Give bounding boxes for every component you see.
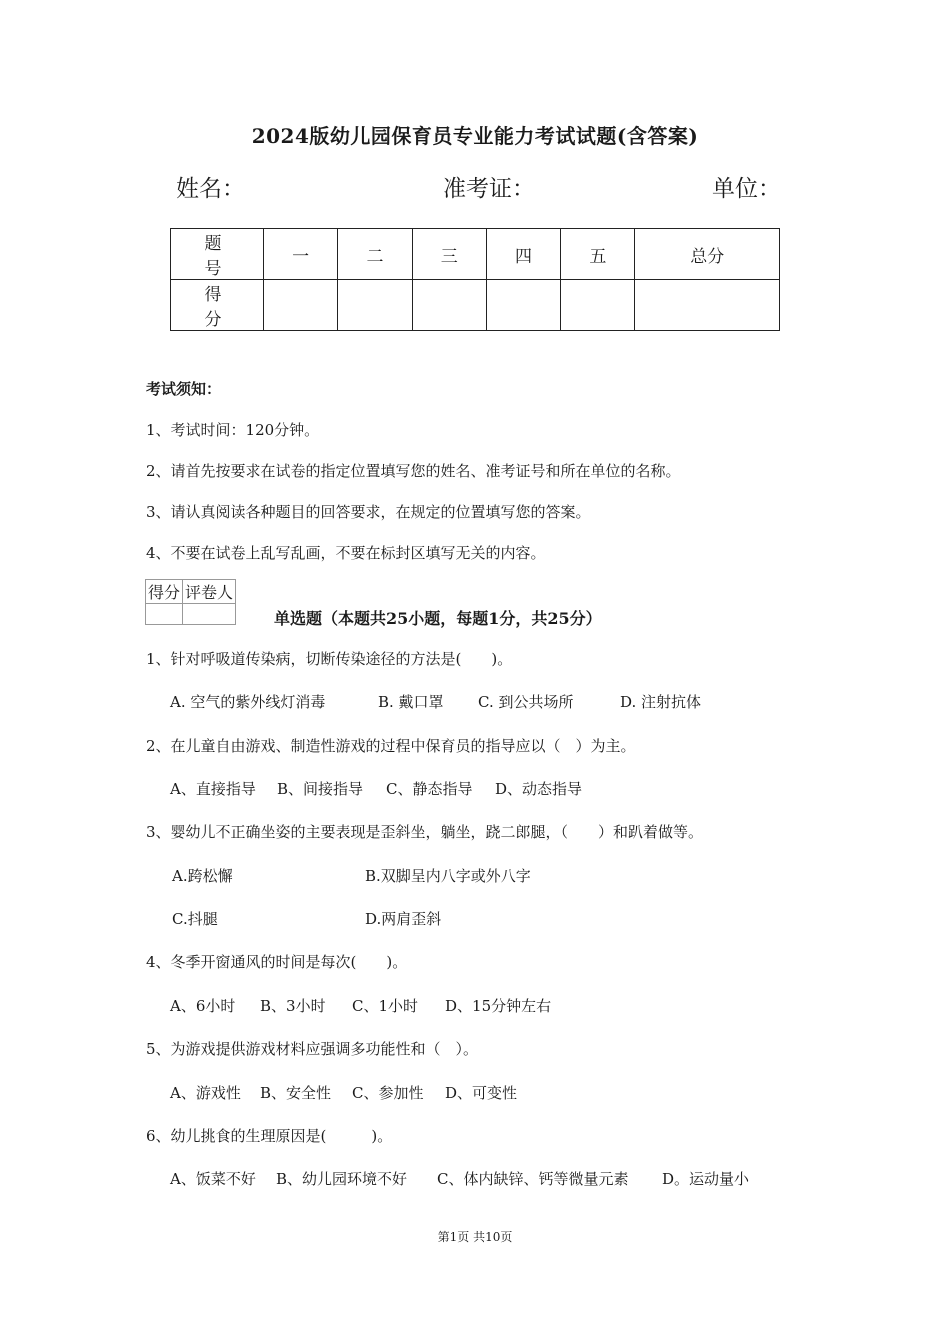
header-cell-1: 一 — [264, 229, 338, 280]
question-option[interactable]: C、静态指导 — [386, 780, 473, 798]
question-stem: 6、幼儿挑食的生理原因是( )。 — [146, 1127, 393, 1145]
question-option[interactable]: C、体内缺锌、钙等微量元素 — [437, 1170, 629, 1188]
question-option[interactable]: A、饭菜不好 — [170, 1170, 256, 1188]
question-option[interactable]: B、间接指导 — [277, 780, 364, 798]
notes-heading: 考试须知： — [146, 380, 222, 398]
question-option[interactable]: D、15分钟左右 — [445, 997, 552, 1015]
question-option[interactable]: A、6小时 — [170, 997, 236, 1015]
question-option[interactable]: B. 戴口罩 — [378, 693, 444, 711]
question-option[interactable]: B.双脚呈内八字或外八字 — [365, 867, 531, 885]
note-item: 3、请认真阅读各种题目的回答要求，在规定的位置填写您的答案。 — [146, 503, 591, 521]
score-table-score-row — [171, 280, 780, 331]
header-cell-label: 题 号 — [171, 229, 264, 280]
question-option[interactable]: C.抖腿 — [172, 910, 218, 928]
question-option[interactable]: B、安全性 — [260, 1084, 332, 1102]
score-cell-1[interactable] — [264, 280, 338, 331]
question-option[interactable]: A.跨松懈 — [172, 867, 233, 885]
score-cell-3[interactable] — [412, 280, 486, 331]
question-stem: 5、为游戏提供游戏材料应强调多功能性和（ ）。 — [146, 1040, 479, 1058]
unit-field-label: 单位： — [712, 176, 781, 202]
question-option[interactable]: A、直接指导 — [170, 780, 256, 798]
score-cell-total[interactable] — [635, 280, 780, 331]
score-table — [170, 228, 780, 331]
question-option[interactable]: C、参加性 — [352, 1084, 424, 1102]
grader-name-label: 评卷人 — [183, 580, 236, 604]
question-option[interactable]: B、幼儿园环境不好 — [276, 1170, 408, 1188]
question-stem: 3、婴幼儿不正确坐姿的主要表现是歪斜坐，躺坐，跷二郎腿，（ ）和趴着做等。 — [146, 823, 704, 841]
score-cell-4[interactable] — [486, 280, 560, 331]
question-stem: 2、在儿童自由游戏、制造性游戏的过程中保育员的指导应以（ ）为主。 — [146, 737, 636, 755]
score-row-label: 得 分 — [171, 280, 264, 331]
question-option[interactable]: C. 到公共场所 — [478, 693, 574, 711]
note-item: 2、请首先按要求在试卷的指定位置填写您的姓名、准考证号和所在单位的名称。 — [146, 462, 681, 480]
score-table-header-row — [171, 229, 780, 280]
header-cell-3: 三 — [412, 229, 486, 280]
grader-table — [145, 579, 236, 625]
name-field-label: 姓名： — [176, 176, 245, 202]
header-cell-5: 五 — [561, 229, 635, 280]
question-option[interactable]: D、动态指导 — [495, 780, 583, 798]
exam-id-field-label: 准考证： — [443, 176, 535, 202]
page-title: 2024版幼儿园保育员专业能力考试试题(含答案) — [251, 124, 699, 148]
question-option[interactable]: D.两肩歪斜 — [365, 910, 442, 928]
grader-score-cell[interactable] — [146, 604, 183, 625]
question-stem: 1、针对呼吸道传染病，切断传染途径的方法是( )。 — [146, 650, 513, 668]
note-item: 1、考试时间：120分钟。 — [146, 421, 320, 439]
question-option[interactable]: A. 空气的紫外线灯消毒 — [170, 693, 326, 711]
question-option[interactable]: B、3小时 — [260, 997, 326, 1015]
page-footer: 第1页 共10页 — [437, 1230, 513, 1244]
question-option[interactable]: A、游戏性 — [170, 1084, 241, 1102]
question-option[interactable]: D、可变性 — [445, 1084, 518, 1102]
question-option[interactable]: D. 注射抗体 — [620, 693, 702, 711]
header-cell-4: 四 — [486, 229, 560, 280]
question-option[interactable]: C、1小时 — [352, 997, 419, 1015]
grader-name-cell[interactable] — [183, 604, 236, 625]
section-title: 单选题（本题共25小题，每题1分，共25分） — [274, 609, 602, 628]
grader-score-label: 得分 — [146, 580, 183, 604]
header-cell-total: 总分 — [635, 229, 780, 280]
header-cell-2: 二 — [338, 229, 412, 280]
question-option[interactable]: D。运动量小 — [662, 1170, 750, 1188]
score-cell-2[interactable] — [338, 280, 412, 331]
score-cell-5[interactable] — [561, 280, 635, 331]
note-item: 4、不要在试卷上乱写乱画，不要在标封区填写无关的内容。 — [146, 544, 546, 562]
question-stem: 4、冬季开窗通风的时间是每次( )。 — [146, 953, 408, 971]
